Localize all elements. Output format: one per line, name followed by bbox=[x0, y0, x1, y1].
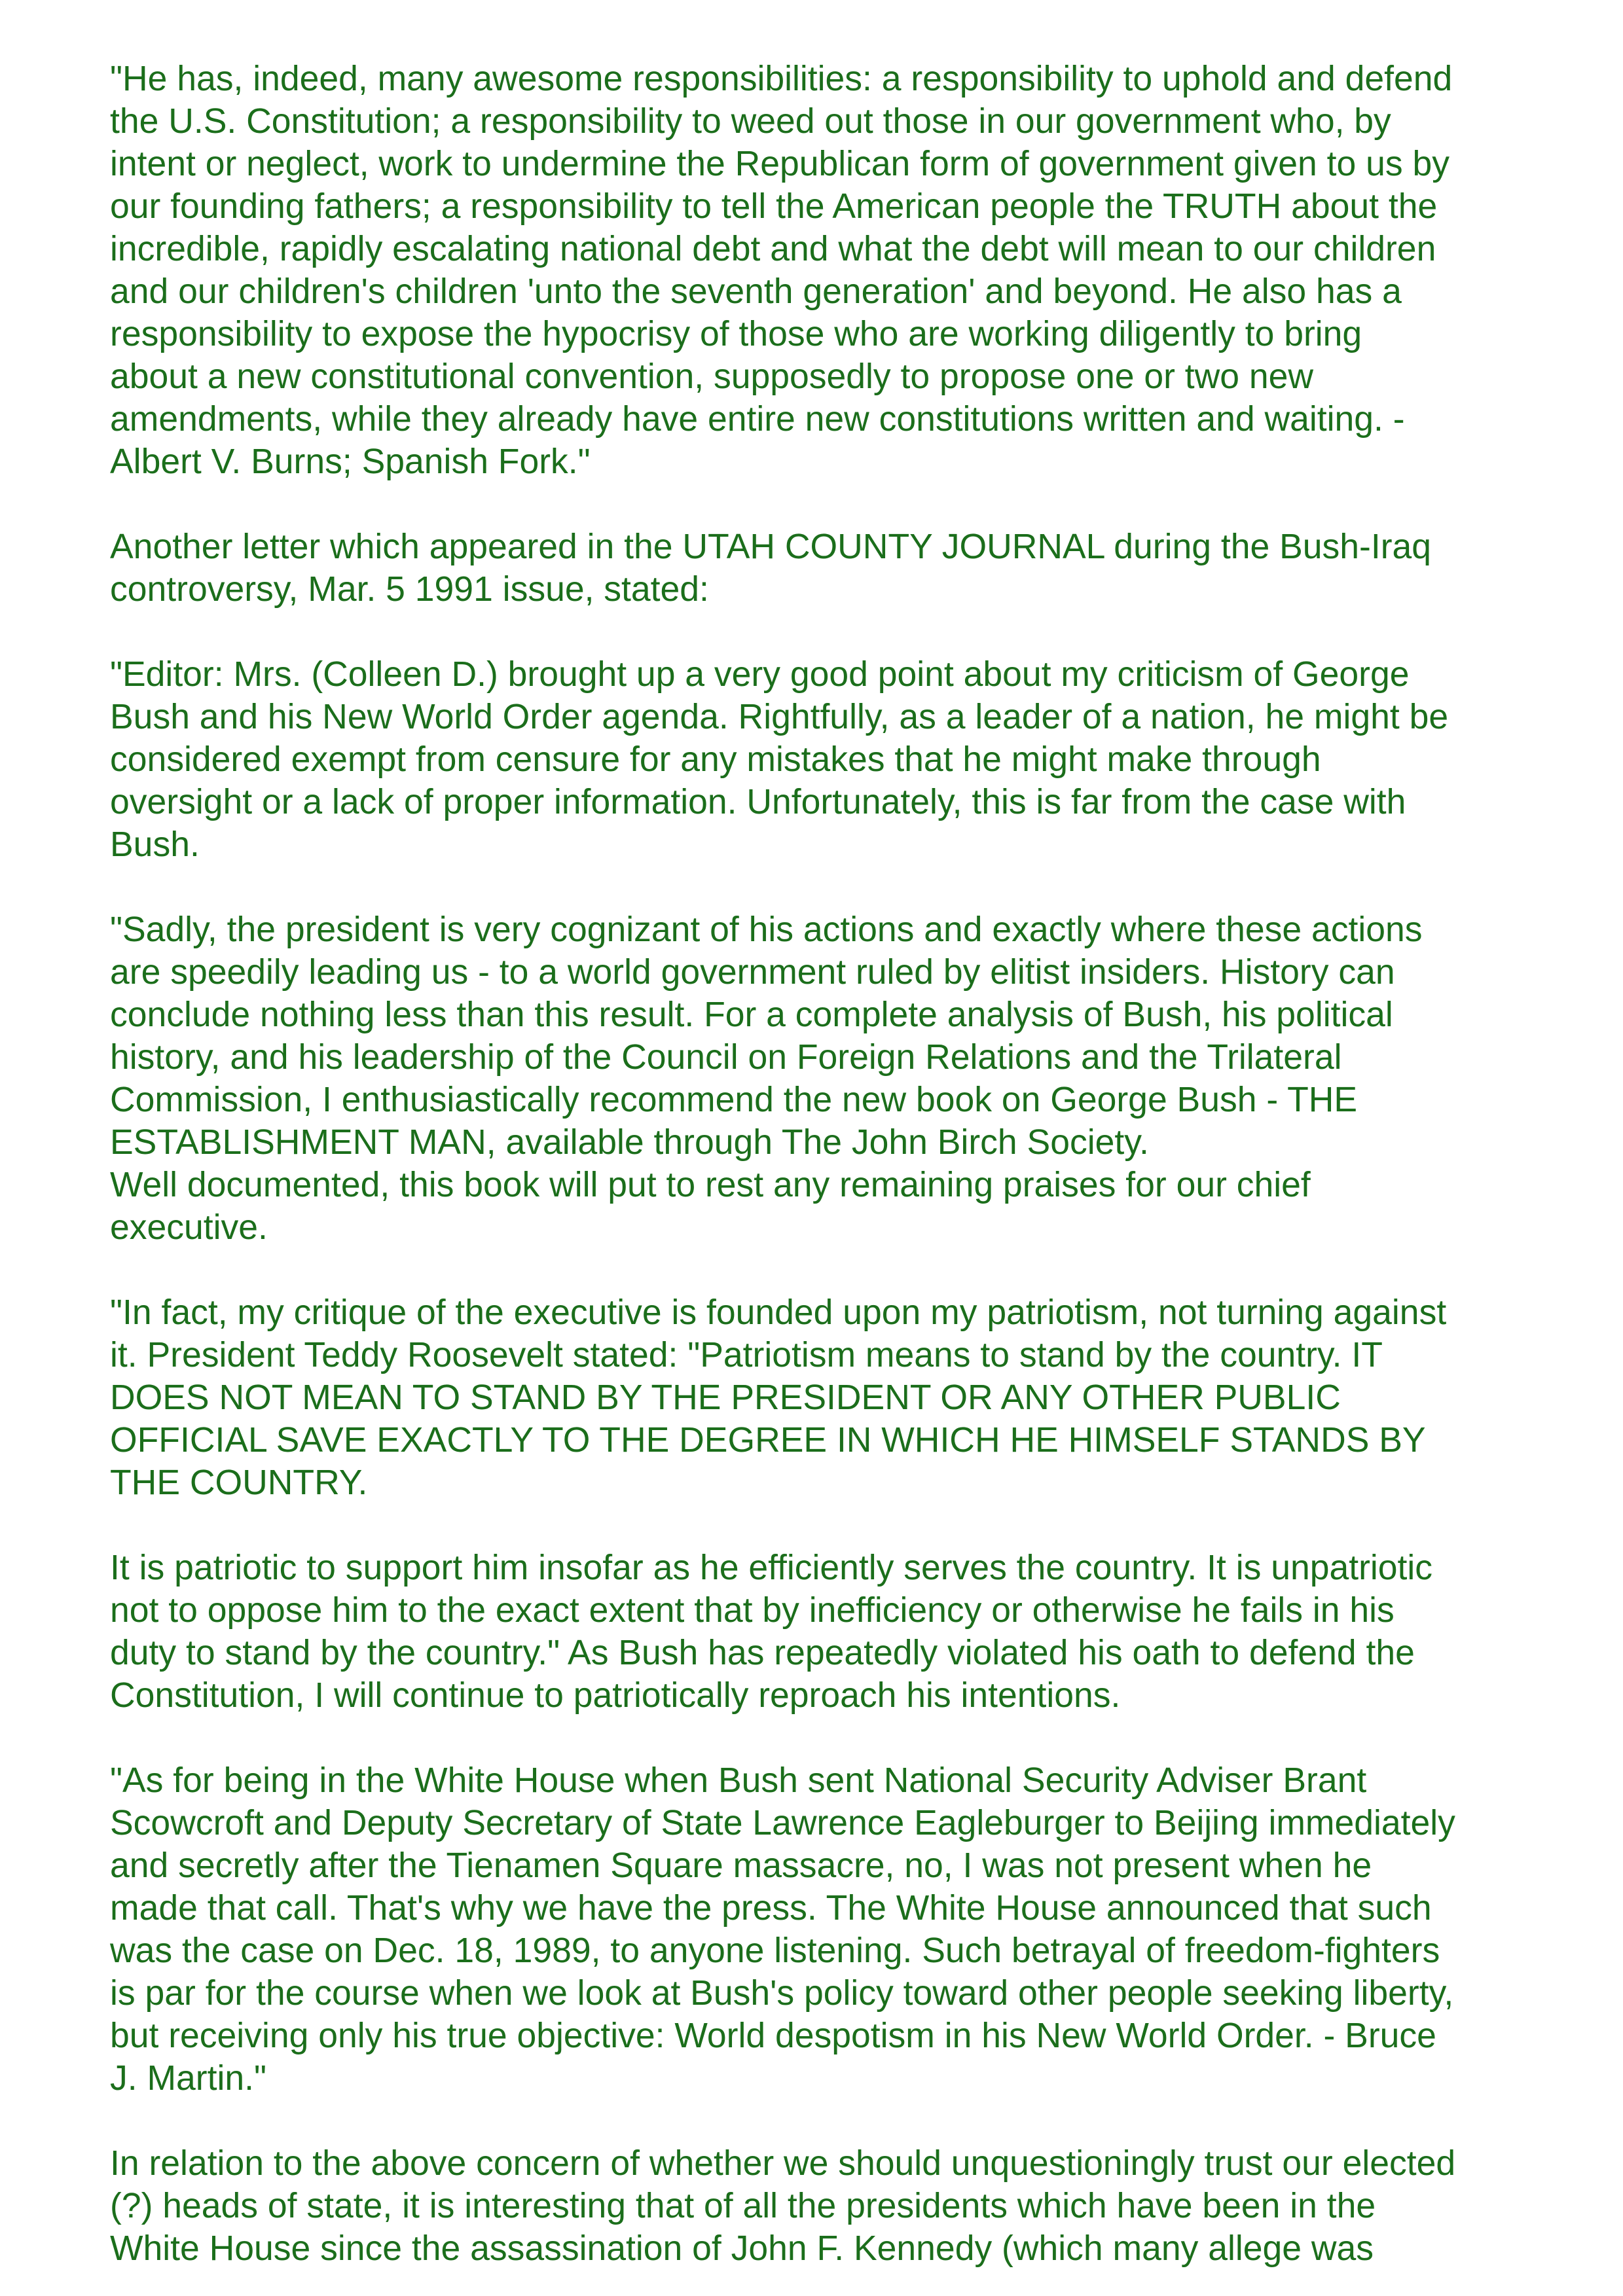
text-line: oversight or a lack of proper information. Unfortunately, this is far from the case with bbox=[110, 783, 1406, 821]
text-line: "As for being in the White House when Bush sent National Security Adviser Brant bbox=[110, 1761, 1367, 1800]
text-line: "He has, indeed, many awesome responsibilities: a responsibility to uphold and defend bbox=[110, 60, 1453, 98]
text-line: Albert V. Burns; Spanish Fork." bbox=[110, 442, 591, 481]
text-line: Constitution, I will continue to patriotically reproach his intentions. bbox=[110, 1676, 1121, 1715]
text-line: Well documented, this book will put to rest any remaining praises for our chief bbox=[110, 1166, 1311, 1204]
text-line: Commission, I enthusiastically recommend the new book on George Bush - THE bbox=[110, 1081, 1358, 1119]
text-line: amendments, while they already have entire new constitutions written and waiting. - bbox=[110, 400, 1405, 439]
text-line: it. President Teddy Roosevelt stated: "Patriotism means to stand by the country. IT bbox=[110, 1336, 1383, 1374]
document-body bbox=[110, 58, 1544, 2270]
text-line: controversy, Mar. 5 1991 issue, stated: bbox=[110, 570, 709, 609]
paragraph bbox=[110, 1547, 1544, 1717]
text-line: responsibility to expose the hypocrisy of those who are working diligently to bring bbox=[110, 315, 1362, 353]
text-line: ESTABLISHMENT MAN, available through The John Birch Society. bbox=[110, 1123, 1149, 1162]
text-line: and our children's children 'unto the seventh generation' and beyond. He also has a bbox=[110, 272, 1402, 311]
text-line: "Editor: Mrs. (Colleen D.) brought up a very good point about my criticism of George bbox=[110, 655, 1410, 694]
text-line: White House since the assassination of John F. Kennedy (which many allege was bbox=[110, 2229, 1374, 2268]
text-line: intent or neglect, work to undermine the Republican form of government given to us by bbox=[110, 145, 1450, 183]
paragraph bbox=[110, 2142, 1544, 2270]
text-line: (?) heads of state, it is interesting that of all the presidents which have been in the bbox=[110, 2187, 1376, 2225]
text-line: considered exempt from censure for any mistakes that he might make through bbox=[110, 740, 1321, 779]
text-line: DOES NOT MEAN TO STAND BY THE PRESIDENT OR ANY OTHER PUBLIC bbox=[110, 1378, 1341, 1417]
text-line: Scowcroft and Deputy Secretary of State Lawrence Eagleburger to Beijing immediately bbox=[110, 1804, 1455, 1842]
text-line: incredible, rapidly escalating national debt and what the debt will mean to our children bbox=[110, 230, 1436, 268]
paragraph bbox=[110, 908, 1544, 1249]
text-line: duty to stand by the country." As Bush has repeatedly violated his oath to defend the bbox=[110, 1634, 1415, 1672]
paragraph bbox=[110, 58, 1544, 483]
text-line: Bush and his New World Order agenda. Rightfully, as a leader of a nation, he might be bbox=[110, 698, 1449, 736]
text-line: about a new constitutional convention, supposedly to propose one or two new bbox=[110, 357, 1314, 396]
text-line: our founding fathers; a responsibility to tell the American people the TRUTH about the bbox=[110, 187, 1438, 226]
text-line: not to oppose him to the exact extent that by inefficiency or otherwise he fails in his bbox=[110, 1591, 1395, 1630]
text-line: J. Martin." bbox=[110, 2059, 266, 2098]
paragraph bbox=[110, 653, 1544, 866]
text-line: THE COUNTRY. bbox=[110, 1463, 368, 1502]
text-line: is par for the course when we look at Bush's policy toward other people seeking liberty, bbox=[110, 1974, 1454, 2013]
text-line: OFFICIAL SAVE EXACTLY TO THE DEGREE IN WHICH HE HIMSELF STANDS BY bbox=[110, 1421, 1426, 1460]
text-line: the U.S. Constitution; a responsibility to weed out those in our government who, by bbox=[110, 102, 1391, 141]
paragraph bbox=[110, 1291, 1544, 1504]
text-line: but receiving only his true objective: World despotism in his New World Order. - Bruce bbox=[110, 2017, 1436, 2055]
paragraph bbox=[110, 1759, 1544, 2100]
text-line: made that call. That's why we have the press. The White House announced that such bbox=[110, 1889, 1432, 1928]
text-line: and secretly after the Tienamen Square massacre, no, I was not present when he bbox=[110, 1846, 1372, 1885]
text-line: history, and his leadership of the Council on Foreign Relations and the Trilateral bbox=[110, 1038, 1342, 1077]
text-line: "In fact, my critique of the executive is founded upon my patriotism, not turning against bbox=[110, 1293, 1447, 1332]
text-line: It is patriotic to support him insofar as he efficiently serves the country. It is unpatriotic bbox=[110, 1549, 1433, 1587]
text-line: executive. bbox=[110, 1208, 268, 1247]
text-line: Another letter which appeared in the UTAH COUNTY JOURNAL during the Bush-Iraq bbox=[110, 528, 1432, 566]
text-line: conclude nothing less than this result. For a complete analysis of Bush, his political bbox=[110, 996, 1393, 1034]
text-line: are speedily leading us - to a world government ruled by elitist insiders. History can bbox=[110, 953, 1395, 992]
text-line: was the case on Dec. 18, 1989, to anyone listening. Such betrayal of freedom-fighters bbox=[110, 1931, 1440, 1970]
paragraph bbox=[110, 526, 1544, 611]
text-line: In relation to the above concern of whether we should unquestioningly trust our elected bbox=[110, 2144, 1456, 2183]
text-line: Bush. bbox=[110, 825, 200, 864]
text-line: "Sadly, the president is very cognizant of his actions and exactly where these actions bbox=[110, 910, 1423, 949]
